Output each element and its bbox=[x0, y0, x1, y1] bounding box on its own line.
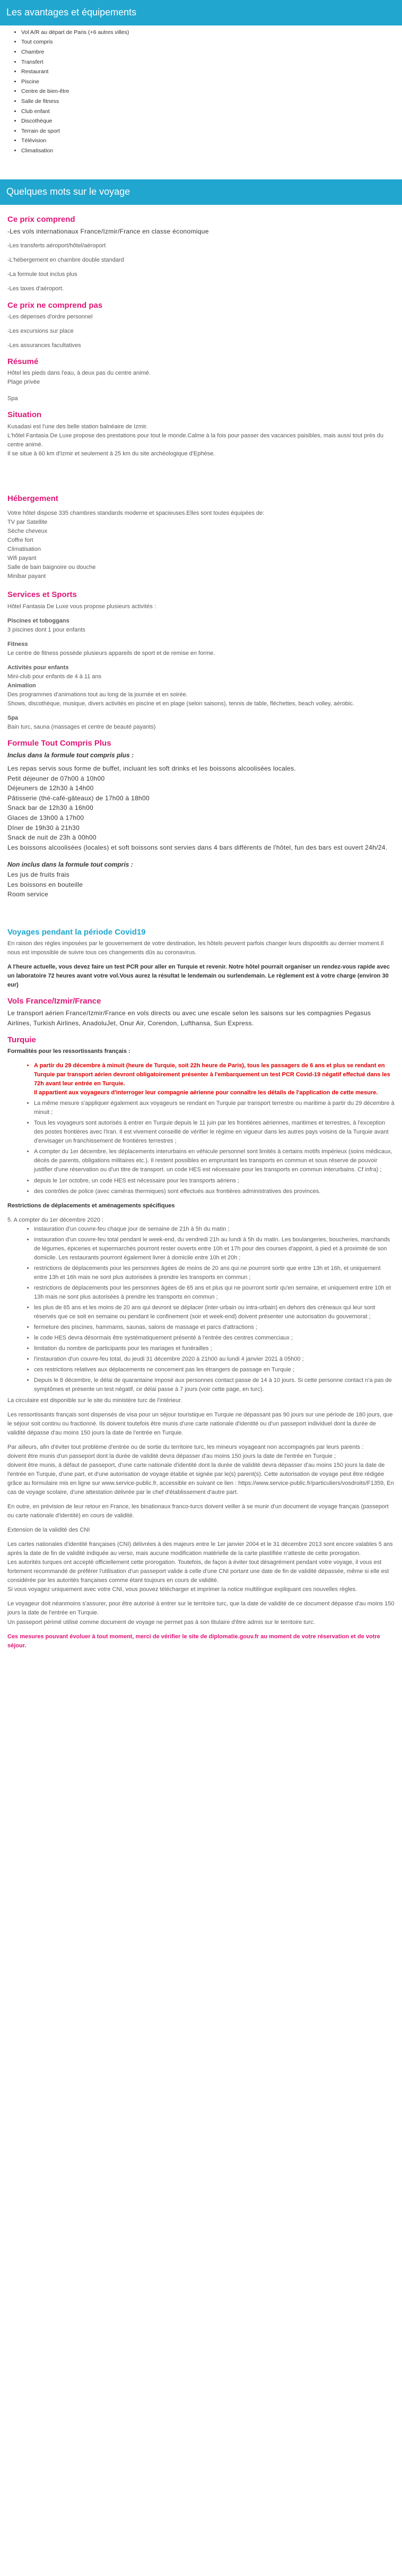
minor-rule: doivent être munis d'un passeport dont la durée de validité devra dépasser d'au moins 150 jours la date de l'entrée en Turquie ; bbox=[7, 1453, 336, 1459]
meal-item: Snack de nuit de 23h à 00h00 bbox=[7, 834, 97, 842]
turkey-text: Extension de la validité des CNI bbox=[7, 1527, 90, 1534]
situation-title: Situation bbox=[7, 410, 42, 420]
turkey-text: Les cartes nationales d'identité françaises (CNI) délivrées à des majeurs entre le 1er janvier 2004 et le 31 décembre 2013 sont encore valables 5 ans après la date de fin de validité indiquée au verso, mais aucune modification matérielle de la carte plastifiée n'atteste de cette prorogation. bbox=[7, 1541, 393, 1557]
meal-item: Glaces de 13h00 à 17h00 bbox=[7, 814, 84, 822]
summary-title: Résumé bbox=[7, 357, 39, 366]
turkey-text: Un passeport périmé utilisé comme document de voyage ne permet pas à son titulaire d'être admis sur le territoire turc. bbox=[7, 1619, 315, 1626]
turkey-text: Si vous voyagez uniquement avec votre CNI, vous pouvez télécharger et imprimer la notice multilingue expliquant ces nouvelles règles. bbox=[7, 1586, 357, 1593]
restriction-item: • les plus de 65 ans et les moins de 20 ans qui devront se déplacer (inter-urbain ou intra-urbain) en dehors des créneaux qui leur sont réservés que ce soit en semaine ou pendant le confinement (soir et week-end) doivent présenter une autorisation du gouvernorat ; bbox=[34, 1303, 395, 1321]
lodging-item: Climatisation bbox=[7, 546, 41, 553]
lodging-item: Sèche cheveux bbox=[7, 528, 48, 535]
restriction-item: • instauration d'un couvre-feu chaque jour de semaine de 21h à 5h du matin ; bbox=[34, 1225, 395, 1234]
service-heading: Activités pour enfants bbox=[7, 664, 69, 671]
advantage-item: • Transfert bbox=[21, 57, 402, 67]
restrictions-title: Restrictions de déplacements et aménagements spécifiques bbox=[7, 1202, 175, 1209]
summary-line: Hôtel les pieds dans l'eau, à deux pas du centre animé. bbox=[7, 370, 151, 377]
formula-subtitle: Inclus dans la formule tout compris plus : bbox=[7, 751, 134, 759]
price-includes-item: -Les transferts aéroport/hôtel/aéroport bbox=[7, 243, 106, 249]
situation-text: L'hôtel Fantasia De Luxe propose des prestations pour tout le monde.Calme à la fois pour passer des vacances paisibles, mais aussi tout près du centre animé. bbox=[7, 432, 383, 448]
advantage-item: • Centre de bien-être bbox=[21, 87, 402, 97]
lodging-item: TV par Satellite bbox=[7, 519, 48, 526]
advantage-item: • Club enfant bbox=[21, 107, 402, 117]
restrictions-list bbox=[34, 1225, 395, 1395]
meal-item: Petit déjeuner de 07h00 à 10h00 bbox=[7, 774, 105, 782]
services-intro: Hôtel Fantasia De Luxe vous propose plusieurs activités : bbox=[7, 603, 156, 610]
covid-text: En raison des règles imposées par le gouvernement de votre destination, les hôtels peuvent parfois changer leurs dispositifs au dernier moment.Il nous est impossible de suivre tous ces changements dûs au coronavirus. bbox=[7, 940, 384, 956]
not-included-item: Les jus de fruits frais bbox=[7, 870, 69, 878]
advantage-item: • Restaurant bbox=[21, 67, 402, 77]
price-excludes-item: -Les dépenses d'ordre personnel bbox=[7, 313, 93, 320]
turkey-text: Par ailleurs, afin d'éviter tout problème d'entrée ou de sortie du territoire turc, les mineurs voyageant non accompagnés par leurs parents : bbox=[7, 1443, 364, 1450]
situation-text: Il se situe à 60 km d'Izmir et seulement à 25 km du site archéologique d'Ephèse. bbox=[7, 450, 215, 457]
summary-line: Plage privée bbox=[7, 379, 40, 386]
rule-item: • A partir du 29 décembre à minuit (heure de Turquie, soit 22h heure de Paris), tous les passagers de 6 ans et plus se rendant en Turquie par transport aérien devront obligatoirement présenter à l'embarquement un test PCR Covid-19 négatif effectué dans les 72h avant leur entrée en Turquie. Il appartient aux voyageurs d'interroger leur compagnie aérienne pour connaître les détails de l'application de cette mesure. bbox=[34, 1061, 395, 1097]
formula-text: Les repas servis sous forme de buffet, incluant les soft drinks et les boissons alcoolisées locales. bbox=[7, 765, 296, 773]
price-includes-item: -La formule tout inclus plus bbox=[7, 271, 77, 278]
advantage-item: • Piscine bbox=[21, 77, 402, 87]
restriction-item: • le code HES devra désormais être systématiquement présenté à l'entrée des centres commerciaux ; bbox=[34, 1334, 395, 1343]
restriction-item: • instauration d'un couvre-feu total pendant le week-end, du vendredi 21h au lundi à 5h du matin. Les boulangeries, boucheries, marchands de légumes, épiceries et supermarchés pourront rester ouverts entre 10h et 17h pour des courses d'appoint, à pied et à proximité de son domicile. Les restaurants pourront également livrer à domicile entre 10h et 20h ; bbox=[34, 1235, 395, 1263]
service-text: Le centre de fitness possède plusieurs appareils de sport et de remise en forme. bbox=[7, 650, 215, 656]
service-text: Bain turc, sauna (massages et centre de beauté payants) bbox=[7, 724, 156, 731]
restriction-item: • Depuis le 8 décembre, le délai de quarantaine imposé aux personnes contact passe de 14 à 10 jours. Si cette personne contact n'a pas de symptômes et présente un test négatif, ce délai passe à 7 jours (voir cette page, en turc). bbox=[34, 1376, 395, 1394]
meal-item: Dîner de 19h30 à 21h30 bbox=[7, 824, 80, 832]
service-text: 3 piscines dont 1 pour enfants bbox=[7, 626, 85, 633]
restriction-item: • l'instauration d'un couvre-feu total, du jeudi 31 décembre 2020 à 21h00 au lundi 4 janvier 2021 à 05h00 ; bbox=[34, 1355, 395, 1364]
advantage-item: • Climatisation bbox=[21, 146, 402, 156]
service-text: Shows, discothèque, musique, divers activités en piscine et en plage (selon saisons), tennis de table, fléchettes, beach volley, aérobic. bbox=[7, 701, 355, 707]
advantages-title: Les avantages et équipements bbox=[0, 0, 402, 25]
restriction-item: • limitation du nombre de participants pour les mariages et funérailles ; bbox=[34, 1344, 395, 1353]
lodging-item: Coffre fort bbox=[7, 537, 33, 544]
formalities-title: Formalités pour les ressortissants français : bbox=[7, 1048, 130, 1054]
rule-item: • depuis le 1er octobre, un code HES est nécessaire pour les transports aériens ; bbox=[34, 1177, 395, 1186]
advantages-section bbox=[0, 0, 402, 156]
price-excludes-title: Ce prix ne comprend pas bbox=[7, 300, 103, 310]
formalities-list bbox=[34, 1061, 395, 1196]
formula-text: Les boissons alcoolisées (locales) et soft boissons sont servies dans 4 bars différents de l'hôtel, fun des bars est ouvert 24h/24. bbox=[7, 843, 388, 851]
advantage-item: • Discothèque bbox=[21, 116, 402, 126]
meal-item: Snack bar de 12h30 à 16h00 bbox=[7, 804, 93, 812]
rule-item: • A compter du 1er décembre, les déplacements interurbains en véhicule personnel sont limités à certains motifs impérieux (soins médicaux, décès de parents, obligations militaires etc.). Il restent possibles en empruntant les transports en commun et sous réserve de pouvoir justifier d'une réservation ou d'un titre de transport. un code HES est nécessaire pour les transports en commun interurbains. Cf infra) ; bbox=[34, 1147, 395, 1174]
service-heading: Animation bbox=[7, 682, 36, 689]
restriction-item: • fermeture des piscines, hammams, saunas, salons de massage et parcs d'attractions ; bbox=[34, 1323, 395, 1332]
price-includes-item: -L'hébergement en chambre double standard bbox=[7, 257, 124, 264]
advantages-list bbox=[21, 28, 402, 156]
meal-item: Déjeuners de 12h30 à 14h00 bbox=[7, 784, 94, 792]
advantage-item: • Tout compris bbox=[21, 37, 402, 47]
formula-title: Formule Tout Compris Plus bbox=[7, 739, 111, 748]
service-heading: Fitness bbox=[7, 641, 28, 647]
service-text: Des programmes d'animations tout au long de la journée et en soirée. bbox=[7, 691, 188, 698]
not-included-item: Room service bbox=[7, 891, 48, 898]
service-heading: Spa bbox=[7, 715, 19, 722]
lodging-item: Wifi payant bbox=[7, 555, 37, 562]
flights-title: Vols France/Izmir/France bbox=[7, 997, 101, 1006]
not-included-list bbox=[7, 870, 395, 900]
advantage-item: • Terrain de sport bbox=[21, 126, 402, 136]
minor-rule: doivent être munis, à défaut de passeport, d'une carte nationale d'identité dont la durée de validité devra dépasser d'au moins 150 jours la date de l'entrée en Turquie, d'une part, et d'une autorisation de voyage établie et signée par le(s) parent(s). Cette autorisation de voyage peut être rédigée grâce au formulaire mis en ligne sur www.service-public.fr, accessible en suivant ce lien : https://www.service-public.fr/particuliers/vosdroits/F1359, En cas de voyage scolaire, d'une attestation délivrée par le chef d'établissement d'autre part. bbox=[7, 1462, 394, 1496]
turkey-text: Le voyageur doit néanmoins s'assurer, pour être autorisé à entrer sur le territoire turc, que la date de validité de ce document dépasse d'au moins 150 jours la date de l'entrée en Turquie. bbox=[7, 1601, 395, 1617]
meals-list bbox=[7, 774, 395, 843]
lodging-item: Salle de bain baignoire ou douche bbox=[7, 564, 96, 571]
turkey-warning: Ces mesures pouvant évoluer à tout moment, merci de vérifier le site de diplomatie.gouv.fr au moment de votre réservation et de votre séjour. bbox=[7, 1633, 380, 1649]
voyage-content bbox=[0, 205, 402, 1659]
turkey-text: La circulaire est disponible sur le site du ministère turc de l'intérieur. bbox=[7, 1397, 182, 1404]
advantage-item: • Salle de fitness bbox=[21, 97, 402, 107]
price-excludes-item: -Les assurances facultatives bbox=[7, 342, 81, 349]
rule-item: • des contrôles de police (avec caméras thermiques) sont effectués aux frontières administratives des provinces. bbox=[34, 1187, 395, 1196]
turkey-title: Turquie bbox=[7, 1035, 36, 1044]
rule-item: • La même mesure s'appliquer également aux voyageurs se rendant en Turquie par transport terrestre ou maritime à partir du 29 décembre à minuit ; bbox=[34, 1099, 395, 1117]
rule-item: • Tous les voyageurs sont autorisés à entrer en Turquie depuis le 11 juin par les frontières aériennes, maritimes et terrestres, à l'exception des postes frontières avec l'Iran. Il est vivement conseillé de vérifier le régime en vigueur dans les autres pays voisins de la Turquie avant d'envisager un franchissement de frontières terrestres ; bbox=[34, 1119, 395, 1146]
summary-line: Spa bbox=[7, 395, 18, 402]
covid-title: Voyages pendant la période Covid19 bbox=[7, 927, 146, 937]
not-included-item: Les boissons en bouteille bbox=[7, 880, 83, 888]
advantage-item: • Télévision bbox=[21, 136, 402, 146]
restriction-item: • restrictions de déplacements pour les personnes âgées de 65 ans et plus qui ne pourront sortir qu'en semaine, et uniquement entre 10h et 13h mais ne sont plus autorisées à prendre les transports en commun ; bbox=[34, 1284, 395, 1302]
price-excludes-item: -Les excursions sur place bbox=[7, 327, 74, 334]
price-includes-item: -Les taxes d'aéroport. bbox=[7, 286, 64, 292]
turkey-text: Les autorités turques ont accepté officiellement cette prorogation. Toutefois, de façon à éviter tout désagrément pendant votre voyage, il vous est fortement recommandé de préférer l'utilisation d'un passeport valide à celle d'une CNI portant une date de fin de validité dépassée, même si elle est considérée par les autorités françaises comme étant toujours en cours de validité. bbox=[7, 1559, 389, 1584]
voyage-title: Quelques mots sur le voyage bbox=[0, 179, 402, 205]
lodging-intro: Votre hôtel dispose 335 chambres standards moderne et spacieuses.Elles sont toutes équipées de: bbox=[7, 510, 265, 516]
covid-pcr-text: A l'heure actuelle, vous devez faire un test PCR pour aller en Turquie et revenir. Notre hôtel pourrait organiser un rendez-vous rapide avec un laboratoire 72 heures avant votre vol.Vous aurez la résultat le lendemain ou surlendemain. Le règlement est à votre charge (environ 30 eur) bbox=[7, 964, 390, 989]
advantage-item: • Chambre bbox=[21, 47, 402, 57]
lodging-item: Minibar payant bbox=[7, 573, 46, 580]
restrictions-date: 5. A compter du 1er décembre 2020 : bbox=[7, 1216, 104, 1223]
price-includes-title: Ce prix comprend bbox=[7, 214, 75, 224]
turkey-text: En outre, en prévision de leur retour en France, les binationaux franco-turcs doivent veiller à se munir d'un document de voyage français (passeport ou carte nationale d'identité) en cours de validité. bbox=[7, 1503, 389, 1519]
flights-text: Le transport aérien France/Izmir/France en vols directs ou avec une escale selon les saisons sur les compagnies Pegasus Airlines, Turkish Airlines, AnadoluJet, Onur Air, Corendon, Lufthansa, Sun Express. bbox=[7, 1009, 371, 1027]
service-text: Mini-club pour enfants de 4 à 11 ans bbox=[7, 673, 102, 680]
services-title: Services et Sports bbox=[7, 590, 77, 600]
meal-item: Pâtisserie (thé-café-gâteaux) de 17h00 à 18h00 bbox=[7, 794, 150, 802]
lodging-title: Hébergement bbox=[7, 494, 58, 503]
not-included-title: Non inclus dans la formule tout compris : bbox=[7, 861, 133, 869]
price-includes-intro: -Les vols internationaux France/Izmir/France en classe économique bbox=[7, 227, 209, 235]
advantage-item: • Vol A/R au départ de Paris (+6 autres villes) bbox=[21, 28, 402, 38]
situation-text: Kusadasi est l'une des belle station balnéaire de Izmir. bbox=[7, 423, 148, 430]
restriction-item: • ces restrictions relatives aux déplacements ne concernent pas les étrangers de passage en Turquie ; bbox=[34, 1365, 395, 1375]
restriction-item: • restrictions de déplacements pour les personnes âgées de moins de 20 ans qui ne pourront sortir que entre 13h et 16h, et uniquement entre 13h et 16h mais ne sont plus autorisées à prendre les transports en commun ; bbox=[34, 1264, 395, 1282]
lodging-list bbox=[7, 518, 395, 581]
service-heading: Piscines et toboggans bbox=[7, 617, 69, 624]
turkey-text: Les ressortissants français sont dispensés de visa pour un séjour touristique en Turquie ne dépassant pas 90 jours sur une période de 180 jours, que le séjour soit continu ou fractionné. Ils doivent toutefois être munis d'une carte nationale d'identité ou d'un passeport individuel dont la durée de validité dépasse d'au moins 150 jours la date de l'entrée en Turquie. bbox=[7, 1411, 393, 1436]
